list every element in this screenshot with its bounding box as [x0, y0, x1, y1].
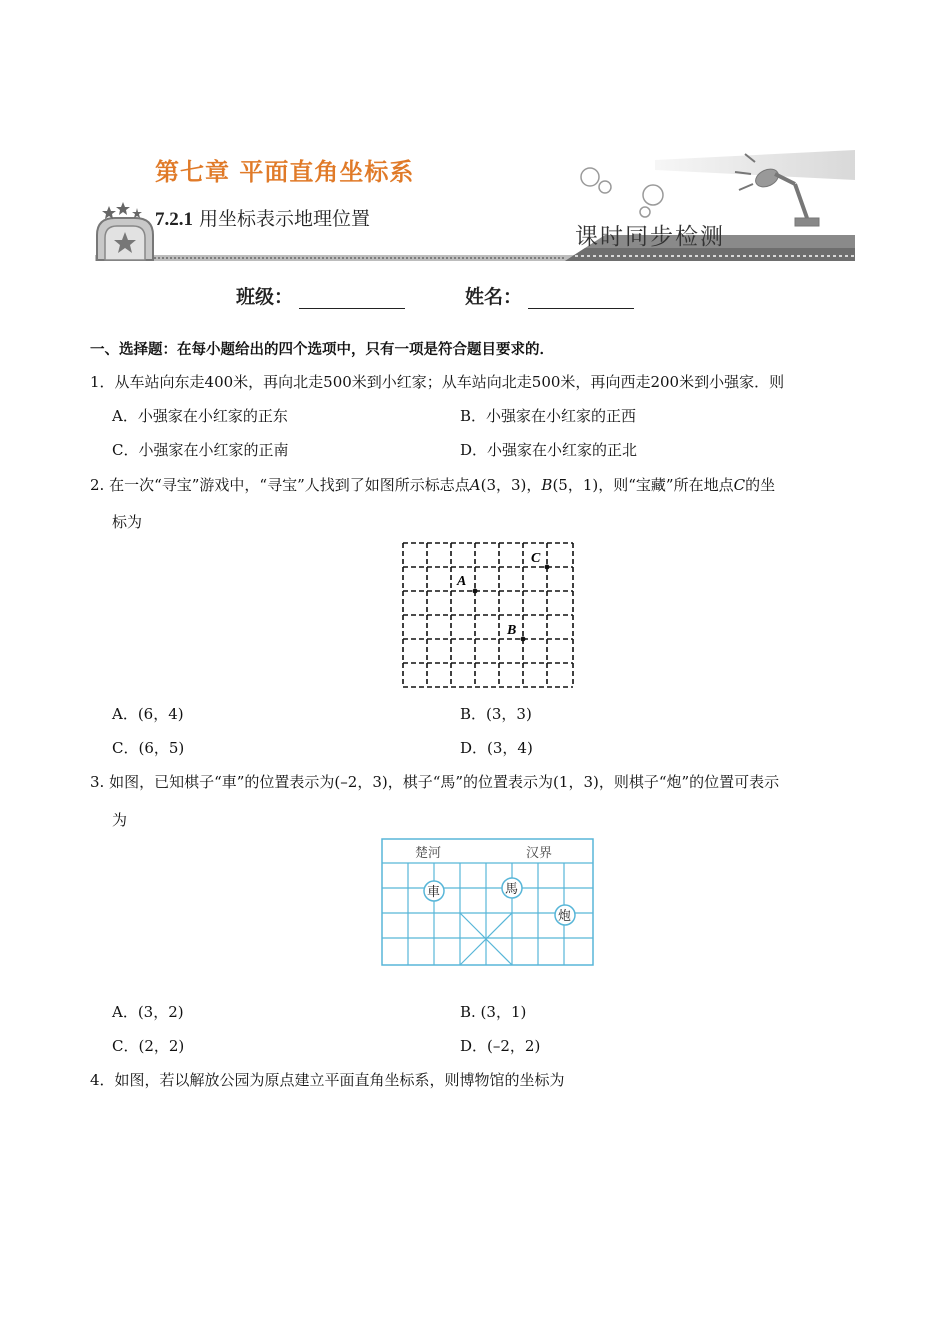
- q2-stem-post: 的坐: [745, 476, 776, 494]
- point-b-marker: [521, 637, 526, 642]
- q2-coord-b: (5，1)，则“宝藏”所在地点: [552, 476, 734, 494]
- q3-option-d[interactable]: D．(–2，2): [460, 1037, 541, 1055]
- q2-grid-figure: [400, 540, 576, 690]
- q3-stem-line2: 为: [112, 811, 128, 829]
- q2-point-c: C: [733, 476, 746, 494]
- q3-stem: 3. 如图，已知棋子“車”的位置表示为(–2，3)，棋子“馬”的位置表示为(1，3)，则棋子“炮”的位置可表示: [90, 773, 780, 791]
- river-label-left: 楚河: [415, 846, 442, 861]
- point-c-marker: [545, 565, 550, 570]
- piece-ma: [502, 878, 522, 898]
- section-number: 7.2.1: [155, 209, 193, 230]
- river-label-right: 汉界: [526, 846, 553, 861]
- section-title: [155, 204, 370, 231]
- bubbles-decoration: [581, 168, 663, 217]
- sync-check-badge: 课时同步检测: [575, 224, 725, 250]
- name-field[interactable]: [465, 282, 634, 309]
- q4-stem: 4．如图，若以解放公园为原点建立平面直角坐标系，则博物馆的坐标为: [90, 1071, 565, 1089]
- q2-option-b[interactable]: B．(3，3): [460, 705, 532, 723]
- piece-ma-label: 馬: [505, 882, 519, 897]
- piece-pao: [555, 905, 575, 925]
- q2-point-a: A: [469, 476, 481, 494]
- q3-option-c[interactable]: C．(2，2): [112, 1037, 185, 1055]
- q2-stem: [90, 475, 775, 495]
- point-a-label: A: [457, 574, 467, 589]
- piece-che-label: 車: [427, 885, 441, 900]
- star-badge-icon: [97, 202, 153, 260]
- part1-heading: 一、选择题：在每小题给出的四个选项中，只有一项是符合题目要求的．: [90, 342, 554, 358]
- q2-coord-a: (3，3)，: [480, 476, 542, 494]
- q2-option-c[interactable]: C．(6，5): [112, 739, 185, 757]
- piece-pao-label: 炮: [558, 909, 572, 924]
- q1-stem: 1．从车站向东走400米，再向北走500米到小红家；从车站向北走500米，再向西走200米到小强家．则: [90, 373, 785, 391]
- point-a-marker: [473, 589, 478, 594]
- q2-stem-line2: 标为: [112, 513, 143, 531]
- q1-option-d[interactable]: D．小强家在小红家的正北: [460, 441, 638, 459]
- q1-option-a[interactable]: A．小强家在小红家的正东: [112, 407, 288, 425]
- class-label: 班级：: [236, 286, 294, 308]
- q2-option-d[interactable]: D．(3，4): [460, 739, 533, 757]
- chapter-title: 第七章 平面直角坐标系: [155, 158, 415, 186]
- name-blank[interactable]: [528, 290, 634, 309]
- q2-option-a[interactable]: A．(6，4): [112, 705, 184, 723]
- q2-stem-pre: 2. 在一次“寻宝”游戏中，“寻宝”人找到了如图所示标志点: [90, 476, 470, 494]
- class-field[interactable]: [236, 282, 405, 309]
- q2-point-b: B: [541, 476, 553, 494]
- q3-chess-figure: [381, 838, 595, 968]
- section-name: 用坐标表示地理位置: [199, 208, 371, 230]
- q3-option-a[interactable]: A．(3，2): [112, 1003, 184, 1021]
- q1-option-b[interactable]: B．小强家在小红家的正西: [460, 407, 637, 425]
- piece-che: [424, 881, 444, 901]
- point-b-label: B: [507, 623, 517, 638]
- point-c-label: C: [531, 551, 541, 566]
- class-blank[interactable]: [299, 290, 405, 309]
- q3-option-b[interactable]: B. (3，1): [460, 1003, 527, 1021]
- name-label: 姓名：: [465, 286, 523, 308]
- q1-option-c[interactable]: C．小强家在小红家的正南: [112, 441, 289, 459]
